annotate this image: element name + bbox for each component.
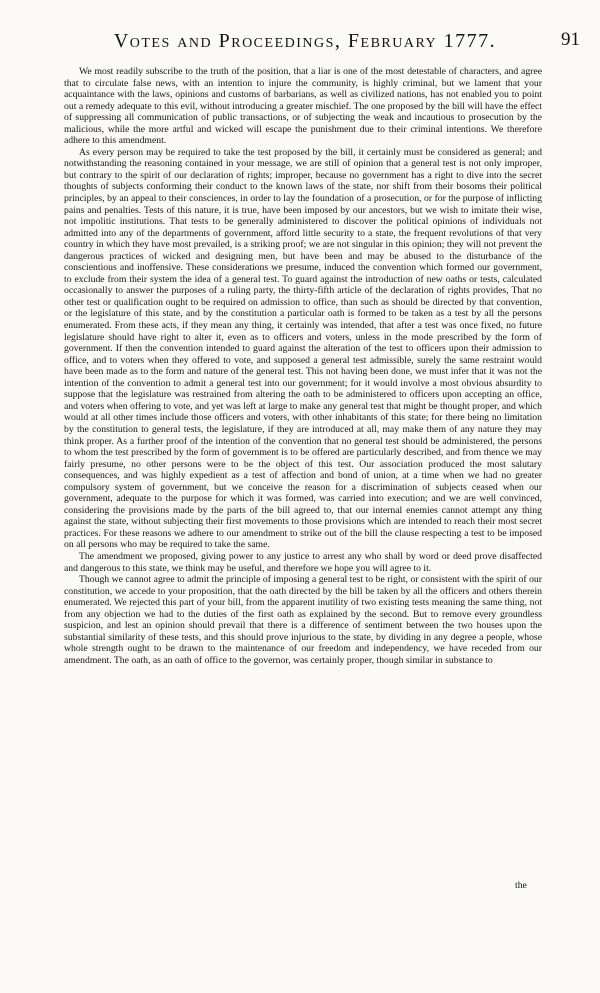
body-text — [64, 66, 542, 666]
page-header — [70, 30, 580, 56]
paragraph-justice-amendment: The amendment we proposed, giving power to any justice to arrest any who shall by word or deed prove disaffected and dangerous to this state, we think may be useful, and therefore we hope you will agree to it. — [64, 550, 542, 574]
paragraph-false-news: We most readily subscribe to the truth of the position, that a liar is one of the most detestable of characters, and agree that to circulate false news, with an intention to injure the community, is highly criminal, but we lament that your acquaintance with the laws, opinions and customs of barbarians, as well as civilized nations, has not enabled you to point out a remedy adequate to this evil, without introducing a greater mischief. The one proposed by the bill will have the effect of suppressing all communication of public transactions, or of subjecting the weak and incautious to prosecution by the malicious, while the more artful and wicked will escape the punishment due to their criminal intentions. We therefore adhere to this amendment. — [64, 66, 542, 147]
running-title: Votes and Proceedings, February 1777. — [113, 30, 497, 52]
page-number: 91 — [561, 29, 580, 50]
paragraph-oath-of-office: Though we cannot agree to admit the principle of imposing a general test to be right, or consistent with the spirit of our constitution, we accede to your proposition, that the oath directed by the bill be taken by all the officers and others therein enumerated. We rejected this part of your bill, from the apparent inutility of two existing tests meaning the same thing, not from any objection we had to the duties of the first oath as explained by the second. But to remove every groundless suspicion, and lest an opinion should prevail that there is a difference of sentiment between the two houses upon the substantial similarity of these tests, and this should prove injurious to the state, by dividing in any degree a people, whose whole strength ought to be drawn to the maintenance of our freedom and independency, we have receded from our amendment. The oath, as an oath of office to the governor, was certainly proper, though similar in substance to — [64, 574, 542, 666]
paragraph-general-test: As every person may be required to take the test proposed by the bill, it certainly must be considered as general; and notwithstanding the reasoning contained in your message, we are still of opinion that a general test is not only improper, but contrary to the spirit of our declaration of rights; improper, because no government has a right to dive into the secret thoughts of subjects conforming their conduct to the known laws of the state, nor shift from their bosoms their political principles, by an appeal to their consciences, in order to lay the foundation of a prosecution, or for the purpose of inflicting pains and penalties. Tests of this nature, it is true, have been imposed by our ancestors, but we wish to imitate their wise, not impolitic institutions. That tests to be generally administered to discover the political opinions of individuals not admitted into any of the departments of government, afford little security to a state, the frequent revolutions of that very country in which they have most prevailed, is a striking proof; we are not singular in this opinion; they will not prevent the dangerous practices of wicked and designing men, but have been and may be abused to the disturbance of the conscientious and inoffensive. These considerations we presume, induced the convention which formed our government, to exclude from their system the idea of a general test. To guard against the introduction of new oaths or tests, calculated occasionally to answer the purposes of a ruling party, the thirty-fifth article of the declaration of rights provides, That no other test or qualification ought to be required on admission to office, than such as should be directed by that convention, or the legislature of this state, and by the constitution a particular oath is formed to be taken as a test by all the persons enumerated. From these acts, if they mean any thing, it certainly was intended, that after a test was once fixed, no future legislature should have right to alter it, even as to officers and voters, unless in the mode prescribed by the form of government. If then the convention intended to guard against the alteration of the test to officers upon their admission to office, and to voters when they offered to vote, and supposed a general test admissible, surely the same restraint would have been made as to the form and nature of the general test. This not having been done, we must infer that it was not the intention of the convention to admit a general test into our government; for it would involve a most obvious absurdity to suppose that the legislature was restrained from altering the oath to be administered to officers upon accepting an office, and voters when offering to vote, and yet was left at large to make any general test that might be thought proper, and which would at all other times include those officers and voters, with other inhabitants of this state; for there being no limitation by the constitution to general tests, the legislature, if they are introduced at all, may make them of any nature they may think proper. As a further proof of the intention of the convention that no general test should be administered, the persons to whom the test prescribed by the form of government is to be offered are particularly described, and from thence we may fairly presume, no other persons were to be the object of this test. Our association produced the most salutary consequences, and was highly expedient as a test of affection and bond of union, at a time when we had no greater compulsory system of government, but we conceive the reason for a discrimination of subjects ceased when our government, adequate to the purpose for which it was formed, was carried into execution; and we are well convinced, considering the provisions made by the parts of the bill agreed to, that our internal enemies cannot attempt any thing against the state, without subjecting their first movements to those provisions which are intended to reach their most secret practices. For these reasons we adhere to our amendment to strike out of the bill the clause respecting a test to be imposed on all persons who may be required to take the same. — [64, 146, 542, 551]
catchword: the — [515, 880, 527, 891]
